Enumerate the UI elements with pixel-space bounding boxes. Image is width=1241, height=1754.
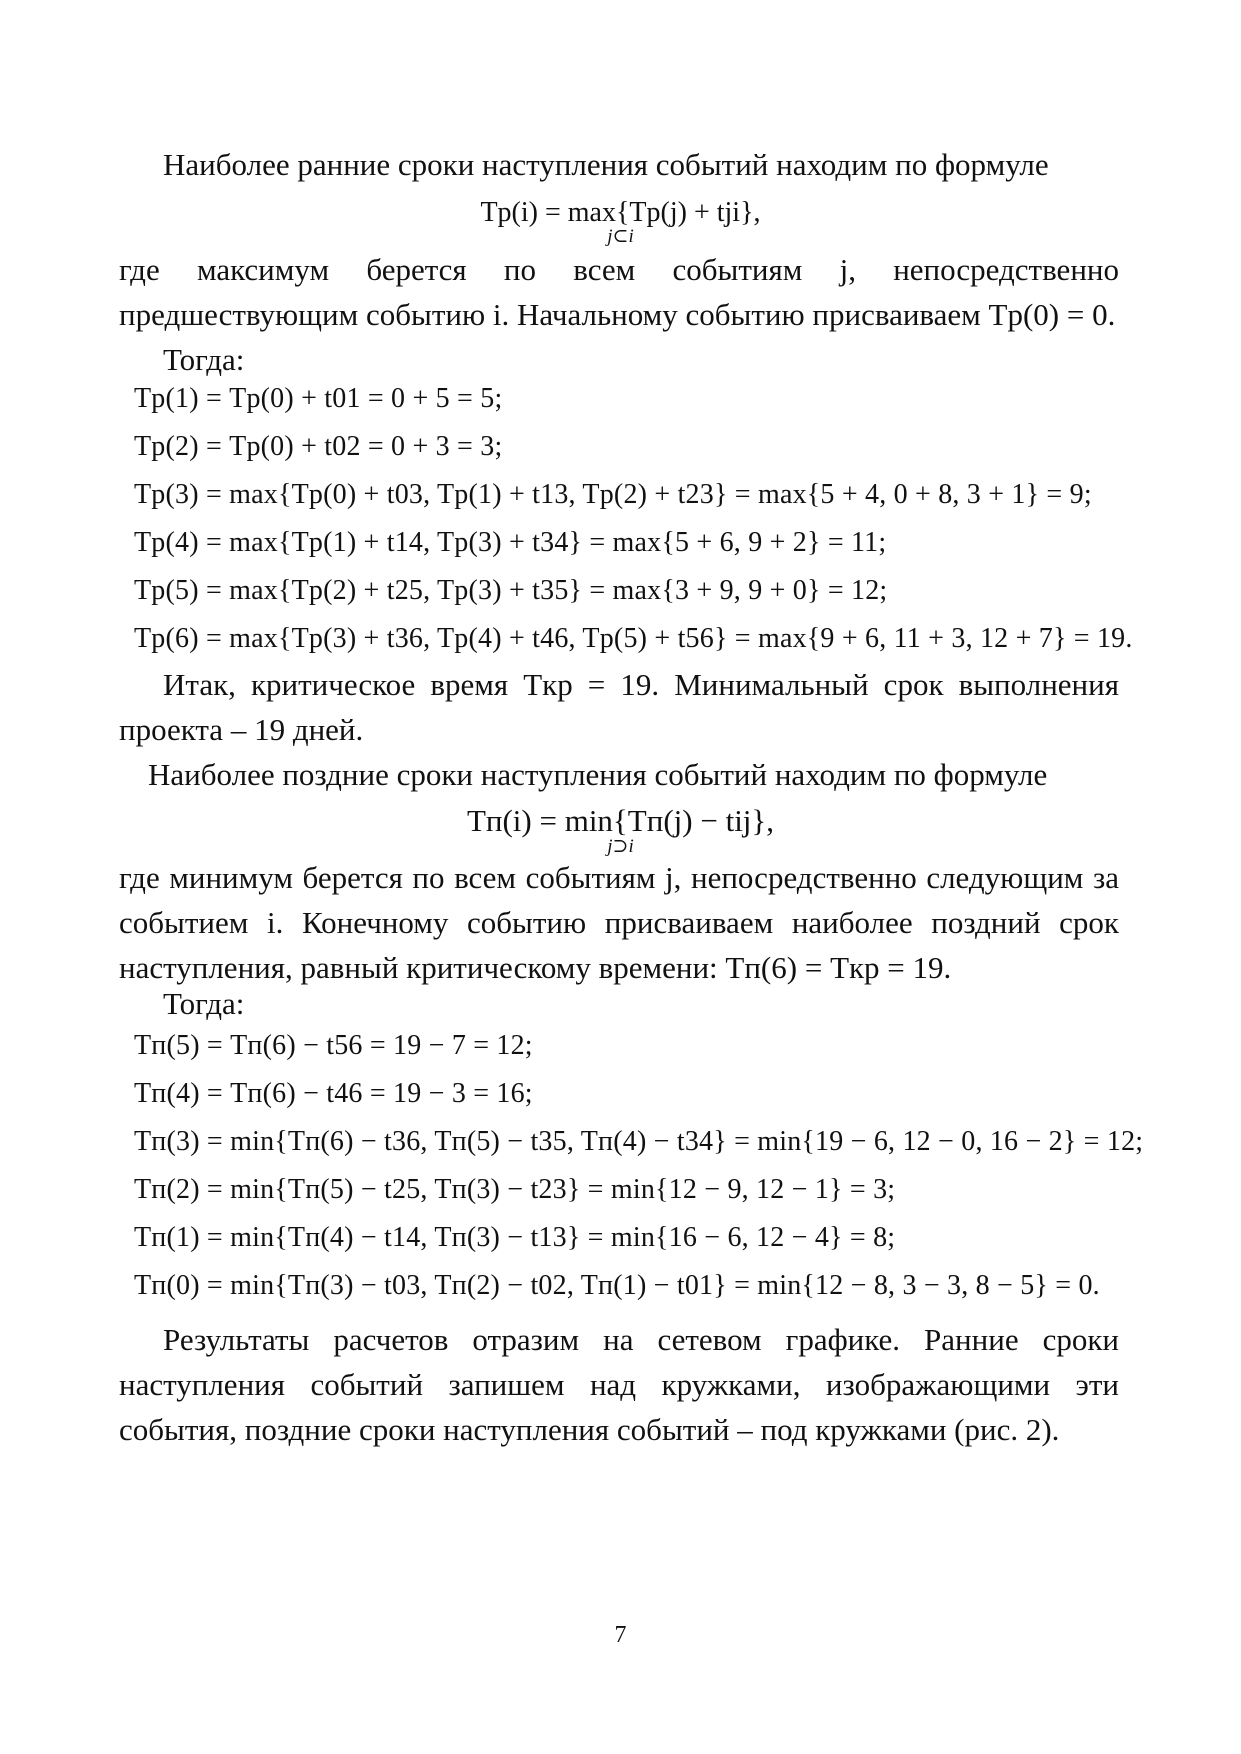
late-formula-subscript: j⊃i <box>607 836 634 857</box>
late-equation: Tп(5) = Tп(6) − t56 = 19 − 7 = 12; <box>134 1030 533 1061</box>
late-equation: Tп(3) = min{Tп(6) − t36, Tп(5) − t35, Tп(4) − t34} = min{19 − 6, 12 − 0, 16 − 2} = 12; <box>134 1126 1144 1157</box>
early-equation: Tр(6) = max{Tр(3) + t36, Tр(4) + t46, Tр(5) + t56} = max{9 + 6, 11 + 3, 12 + 7} = 19. <box>134 623 1133 654</box>
result-paragraph: Итак, критическое время Tкр = 19. Минимальный срок выполнения проекта – 19 дней. <box>119 667 1119 747</box>
late-formula-text: Tп(i) = min{Tп(j) − tij}, <box>466 803 775 838</box>
late-equation: Tп(0) = min{Tп(3) − t03, Tп(2) − t02, Tп(1) − t01} = min{12 − 8, 3 − 3, 8 − 5} = 0. <box>134 1270 1100 1301</box>
then-label-1: Тогда: <box>163 342 245 377</box>
early-formula <box>0 197 1241 248</box>
page-number: 7 <box>614 1622 627 1648</box>
early-intro: Наиболее ранние сроки наступления событий находим по формуле <box>163 147 1049 182</box>
early-formula-text: Tр(i) = max{Tр(j) + tji}, <box>480 197 761 228</box>
late-explain: где минимум берется по всем событиям j, непосредственно следующим за событием i. Конечному событию присваиваем наиболее поздний срок наступления, равный критическому времени: Tп(6) = Tкр = 19. <box>119 860 1119 985</box>
late-equation: Tп(2) = min{Tп(5) − t25, Tп(3) − t23} = min{12 − 9, 12 − 1} = 3; <box>134 1174 896 1205</box>
early-equation: Tр(1) = Tр(0) + t01 = 0 + 5 = 5; <box>134 383 503 414</box>
early-equation: Tр(5) = max{Tр(2) + t25, Tр(3) + t35} = max{3 + 9, 9 + 0} = 12; <box>134 575 888 606</box>
early-equation: Tр(2) = Tр(0) + t02 = 0 + 3 = 3; <box>134 431 503 462</box>
late-formula <box>0 803 1241 858</box>
early-formula-subscript: j⊂i <box>607 226 634 247</box>
late-intro: Наиболее поздние сроки наступления событий находим по формуле <box>148 757 1048 792</box>
late-equation: Tп(4) = Tп(6) − t46 = 19 − 3 = 16; <box>134 1078 533 1109</box>
then-label-2: Тогда: <box>163 986 245 1021</box>
early-equation: Tр(3) = max{Tр(0) + t03, Tр(1) + t13, Tр(2) + t23} = max{5 + 4, 0 + 8, 3 + 1} = 9; <box>134 479 1092 510</box>
late-equation: Tп(1) = min{Tп(4) − t14, Tп(3) − t13} = min{16 − 6, 12 − 4} = 8; <box>134 1222 896 1253</box>
conclusion-paragraph: Результаты расчетов отразим на сетевом графике. Ранние сроки наступления событий запишем над кружками, изображающими эти события, поздние сроки наступления событий – под кружками (рис. 2). <box>119 1322 1119 1447</box>
early-explain: где максимум берется по всем событиям j, непосредственно предшествующим событию i. Начальному событию присваиваем Tр(0) = 0. <box>119 252 1119 332</box>
early-equation: Tр(4) = max{Tр(1) + t14, Tр(3) + t34} = max{5 + 6, 9 + 2} = 11; <box>134 527 887 558</box>
